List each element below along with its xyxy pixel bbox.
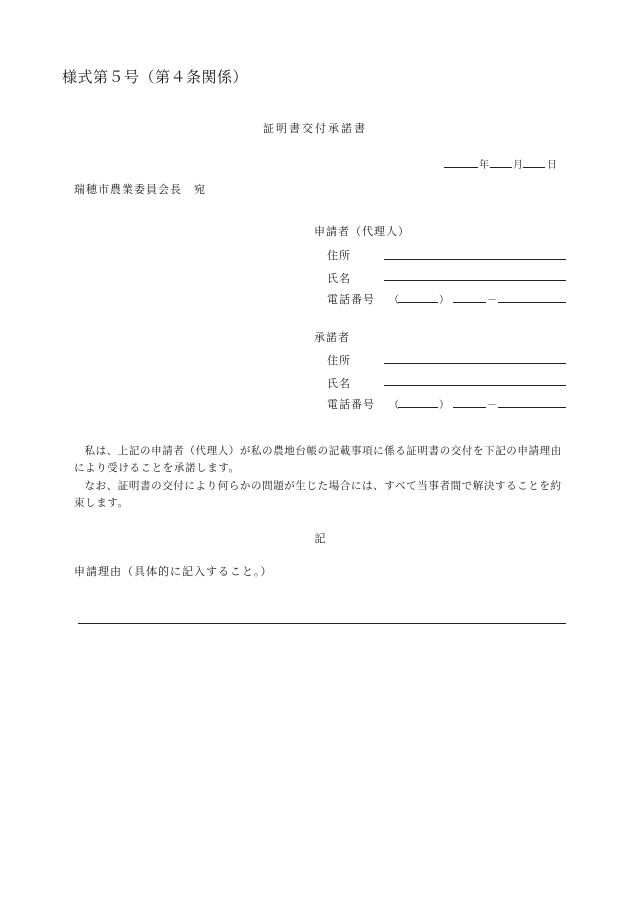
consenter-address-label: 住所 [327,354,351,367]
document-title: 証明書交付承諾書 [263,122,367,135]
consenter-phone-exchange-field[interactable] [453,407,486,408]
reason-label: 申請理由（具体的に記入すること。） [74,565,273,578]
applicant-phone-exchange-field[interactable] [453,302,486,303]
applicant-heading: 申請者（代理人） [314,225,410,238]
reason-field[interactable] [78,623,566,624]
day-blank[interactable] [523,167,545,168]
consent-paragraph: 私は、上記の申請者（代理人）が私の農地台帳の記載事項に係る証明書の交付を下記の申請理由により受けることを承諾します。 [74,445,562,474]
consenter-phone-dash: － [487,400,497,411]
consenter-phone-close-paren: ） [439,400,449,411]
consenter-heading: 承諾者 [314,331,350,344]
consenter-phone-area-field[interactable] [398,407,438,408]
applicant-phone-dash: － [487,295,497,306]
resolution-paragraph: なお、証明書の交付により何らかの問題が生じた場合には、すべて当事者間で解決することを約束します。 [74,480,562,509]
form-number: 様式第５号（第４条関係） [62,68,249,86]
ki-heading: 記 [314,532,326,545]
addressee: 瑞穂市農業委員会長 宛 [74,183,206,196]
consenter-phone-open-paren: （ [389,400,399,411]
applicant-phone-close-paren: ） [439,295,449,306]
applicant-name-label: 氏名 [327,272,351,285]
month-label: 月 [513,160,523,171]
month-blank[interactable] [490,167,512,168]
year-label: 年 [479,160,489,171]
consenter-phone-number-field[interactable] [498,407,566,408]
applicant-phone-number-field[interactable] [498,302,566,303]
applicant-phone-area-field[interactable] [398,302,438,303]
consenter-name-field[interactable] [384,385,566,386]
applicant-name-field[interactable] [384,280,566,281]
applicant-phone-open-paren: （ [389,295,399,306]
consenter-phone-label: 電話番号 [327,398,375,411]
applicant-address-field[interactable] [384,259,566,260]
applicant-address-label: 住所 [327,249,351,262]
consenter-name-label: 氏名 [327,377,351,390]
day-label: 日 [547,160,557,171]
consenter-address-field[interactable] [384,363,566,364]
applicant-phone-label: 電話番号 [327,293,375,306]
year-blank[interactable] [444,167,478,168]
